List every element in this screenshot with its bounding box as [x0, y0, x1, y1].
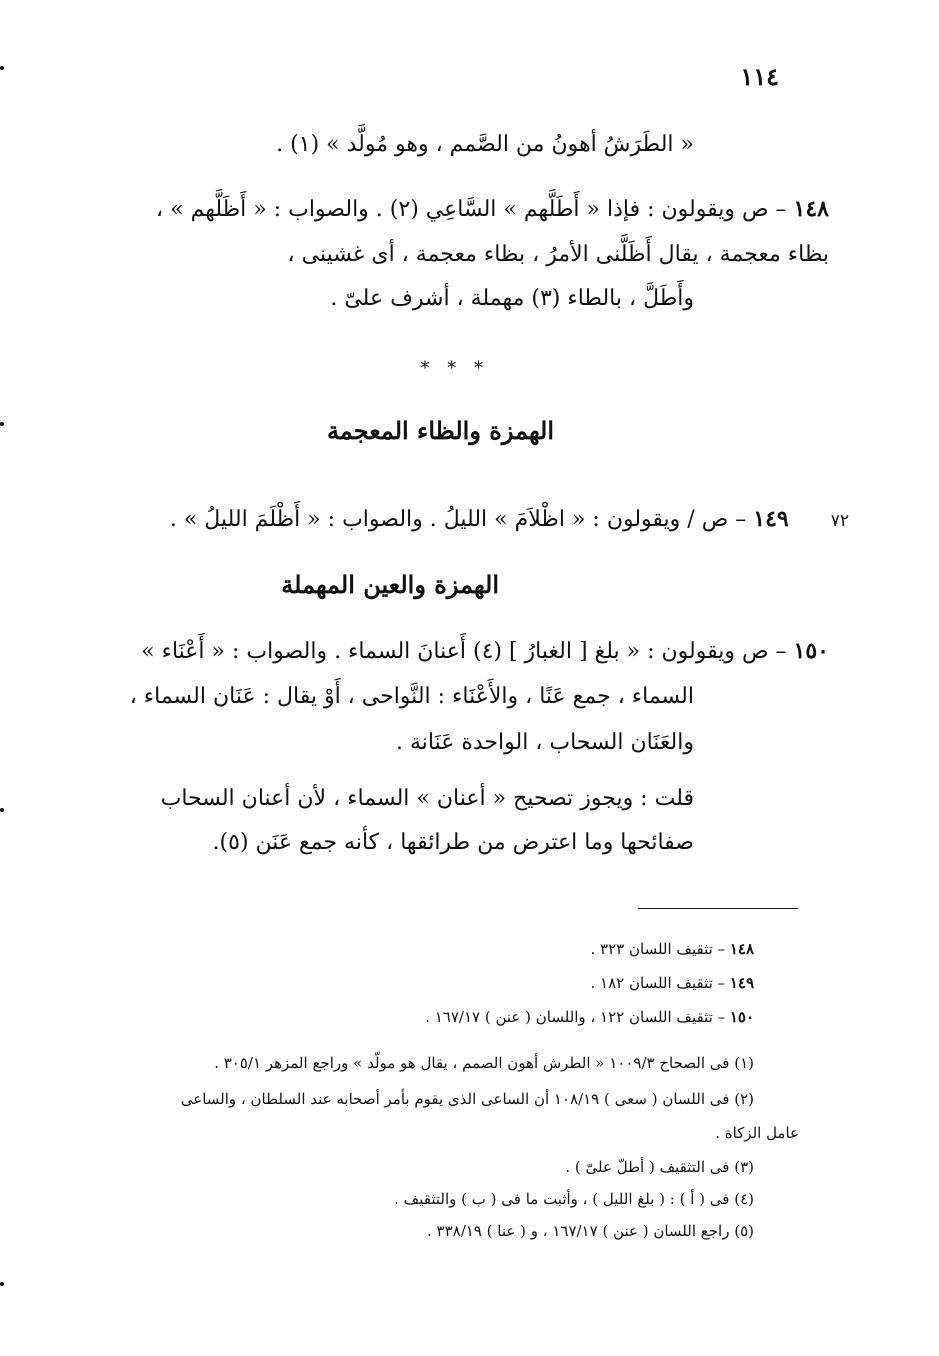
entry-150-note-1: قلت : ويجوز تصحيح « أعنان » السماء ، لأن أعنان السحاب	[160, 786, 694, 811]
entry-text: – ص ويقولون : « بلغ [ الغبارُ ] (٤) أَعنانَ السماء . والصواب : « أَعْنَاء »	[141, 639, 787, 664]
footnote-3: (٣) فى التثقيف ( أطلّ علىّ ) .	[565, 1158, 754, 1176]
entry-150-line-2: السماء ، جمع عَنًا ، والأَعْنَاء : النَّواحى ، أَوْ يقال : عَنَان السماء ،	[129, 684, 694, 709]
entry-150-note-2: صفائحها وما اعترض من طرائقها ، كأنه جمع عَنَن (٥).	[212, 830, 694, 855]
entry-148-line-3: وأَطَلَّ ، بالطاء (٣) مهملة ، أشرف علىّ .	[330, 286, 694, 311]
section-heading-hamza-ayn: الهمزة والعين المهملة	[281, 570, 499, 599]
entry-number: ١٤٩	[753, 506, 789, 532]
page-number: ١١٤	[740, 62, 779, 91]
source-148	[591, 940, 755, 958]
entry-150-line-3: والعَنَان السحاب ، الواحدة عَنَانة .	[395, 730, 694, 755]
source-150	[425, 1008, 754, 1026]
footnote-5: (٥) راجع اللسان ( عنن ) ١٦٧/١٧ ، و ( عنا ) ٣٣٨/١٩ .	[426, 1222, 754, 1240]
entry-number: ١٥٠	[793, 638, 829, 664]
footnote-4: (٤) فى ( أ ) : ( بلغ الليل ) ، وأثبت ما فى ( ب ) والتثقيف .	[394, 1190, 754, 1208]
source-number: ١٥٠	[729, 1008, 754, 1026]
entry-147-tail: « الطَرَشُ أهونُ من الصَّمم ، وهو مُولَّد » (١) .	[276, 132, 694, 157]
footnote-1: (١) فى الصحاح ١٠٠٩/٣ « الطرش أهون الصمم ، يقال هو مولّد » وراجع المزهر ٣٠٥/١ .	[214, 1054, 754, 1072]
source-text: – تثقيف اللسان ٣٢٣ .	[590, 940, 726, 958]
section-heading-hamza-zaa: الهمزة والظاء المعجمة	[327, 416, 554, 445]
source-number: ١٤٨	[729, 940, 754, 958]
scan-mark	[0, 1282, 4, 1286]
footnote-2-line-1: (٢) فى اللسان ( سعى ) ١٠٨/١٩ أن الساعى الذى يقوم بأمر أصحابه عند السلطان ، والساعى	[180, 1090, 754, 1108]
entry-148-line-1	[156, 196, 829, 222]
source-number: ١٤٩	[729, 974, 754, 992]
section-separator: * * *	[420, 358, 489, 379]
footnote-2-line-2: عامل الزكاة .	[715, 1124, 799, 1142]
source-149	[591, 974, 755, 992]
source-text: – تثقيف اللسان ١٨٢ .	[590, 974, 726, 992]
entry-148-line-2: بظاء معجمة ، يقال أَظَلَّنى الأمرُ ، بظاء معجمة ، أى غشينى ،	[287, 242, 829, 267]
entry-text: – ص / ويقولون : « اظْلاَمَ » الليلُ . والصواب : « أَظْلَمَ الليلُ » .	[169, 507, 747, 532]
scan-mark	[0, 808, 4, 812]
margin-reference: ٧٢	[830, 511, 849, 531]
entry-149	[170, 506, 849, 532]
scan-mark	[0, 66, 4, 70]
scan-mark	[0, 422, 4, 426]
entry-number: ١٤٨	[793, 196, 829, 222]
entry-text: – ص ويقولون : فإذا « أَطَلَّهم » السَّاعِي (٢) . والصواب : « أَظَلَّهم » ،	[156, 197, 787, 222]
source-text: – تثقيف اللسان ١٢٢ ، واللسان ( عنن ) ١٦٧/١٧ .	[425, 1008, 726, 1026]
footnote-rule	[638, 908, 798, 909]
entry-150-line-1	[141, 638, 829, 664]
